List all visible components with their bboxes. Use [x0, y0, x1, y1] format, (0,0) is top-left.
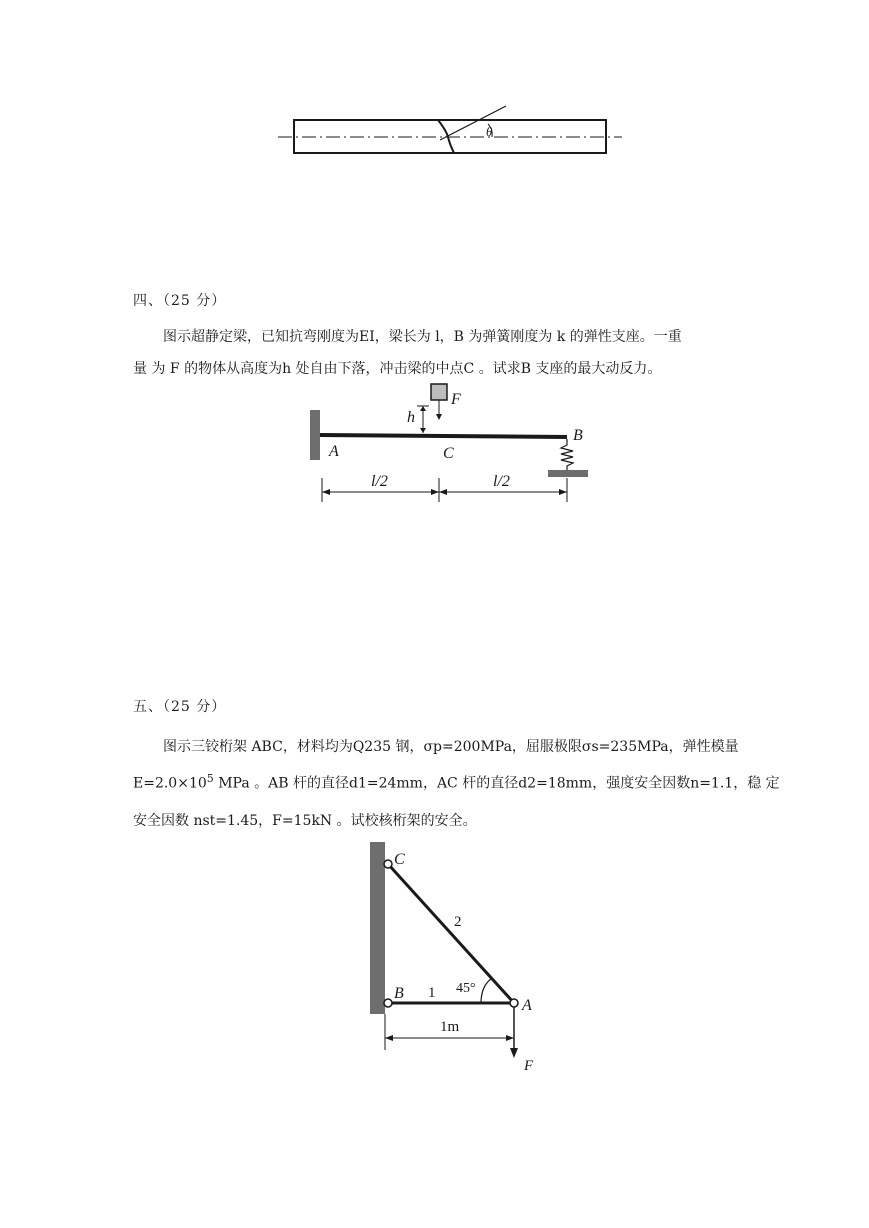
label-A: A: [329, 443, 339, 460]
bar2-label: 2: [454, 914, 462, 930]
angle-arc-45: [481, 978, 492, 1003]
load-arrow-head: [510, 1048, 518, 1058]
fixed-wall-A: [310, 410, 320, 460]
height-arrow-down: [420, 428, 426, 433]
section5-heading: 五、（25 分）: [133, 699, 227, 715]
beam: [320, 435, 567, 437]
label-C: C: [394, 851, 405, 868]
angle-label: θ: [486, 124, 493, 139]
bar-AC: [388, 864, 514, 1003]
joint-A: [510, 999, 518, 1007]
dim-left-label: l/2: [371, 473, 388, 490]
dim-arrow-1: [322, 489, 330, 495]
label-B: B: [573, 427, 583, 444]
section5-line3: 安全因数 nst=1.45，F=15kN 。试校核桁架的安全。: [133, 813, 477, 829]
dim-arrow-3: [439, 489, 447, 495]
section4-line1: 图示超静定梁，已知抗弯刚度为EI，梁长为 l，B 为弹簧刚度为 k 的弹性支座。一重: [163, 329, 682, 345]
section5-line1: 图示三铰桁架 ABC，材料均为Q235 钢，σp=200MPa，屈服极限σs=235MPa，弹性模量: [163, 739, 739, 755]
dim-1m-arrow-left: [385, 1035, 393, 1041]
height-arrow-up: [420, 406, 426, 411]
dim-1m-arrow-right: [506, 1035, 514, 1041]
dim-1m-label: 1m: [440, 1019, 460, 1035]
falling-weight: [431, 384, 447, 400]
impact-beam-figure: [305, 380, 605, 510]
wall: [370, 842, 385, 1014]
label-h: h: [407, 409, 415, 426]
label-A: A: [522, 997, 532, 1014]
dim-right-label: l/2: [493, 473, 510, 490]
label-C: C: [443, 445, 454, 462]
dim-arrow-2: [431, 489, 439, 495]
label-F: F: [451, 391, 461, 408]
section4-line2: 量 为 F 的物体从高度为h 处自由下落，冲击梁的中点C 。试求B 支座的最大动反力。: [133, 361, 662, 377]
joint-B: [384, 999, 392, 1007]
dim-arrow-4: [559, 489, 567, 495]
spring: [561, 439, 573, 470]
truss-figure: [360, 840, 550, 1080]
weight-arrow-head: [436, 414, 442, 420]
modulus-exponent: 5: [206, 772, 214, 785]
label-B: B: [394, 985, 404, 1002]
spring-ground: [548, 470, 588, 477]
label-F: F: [524, 1058, 534, 1074]
modulus-base: E=2.0×10: [133, 775, 207, 792]
section5-line2-rest: MPa 。AB 杆的直径d1=24mm，AC 杆的直径d2=18mm，强度安全因数n=1.1，稳 定: [213, 775, 780, 792]
joint-C: [384, 860, 392, 868]
angle-45-label: 45°: [456, 981, 476, 996]
angle-reference-line: [440, 106, 506, 140]
bar1-label: 1: [428, 985, 436, 1001]
section4-heading: 四、（25 分）: [133, 293, 227, 309]
section5-line2: [133, 772, 780, 793]
weld-bar-figure: [270, 100, 630, 160]
